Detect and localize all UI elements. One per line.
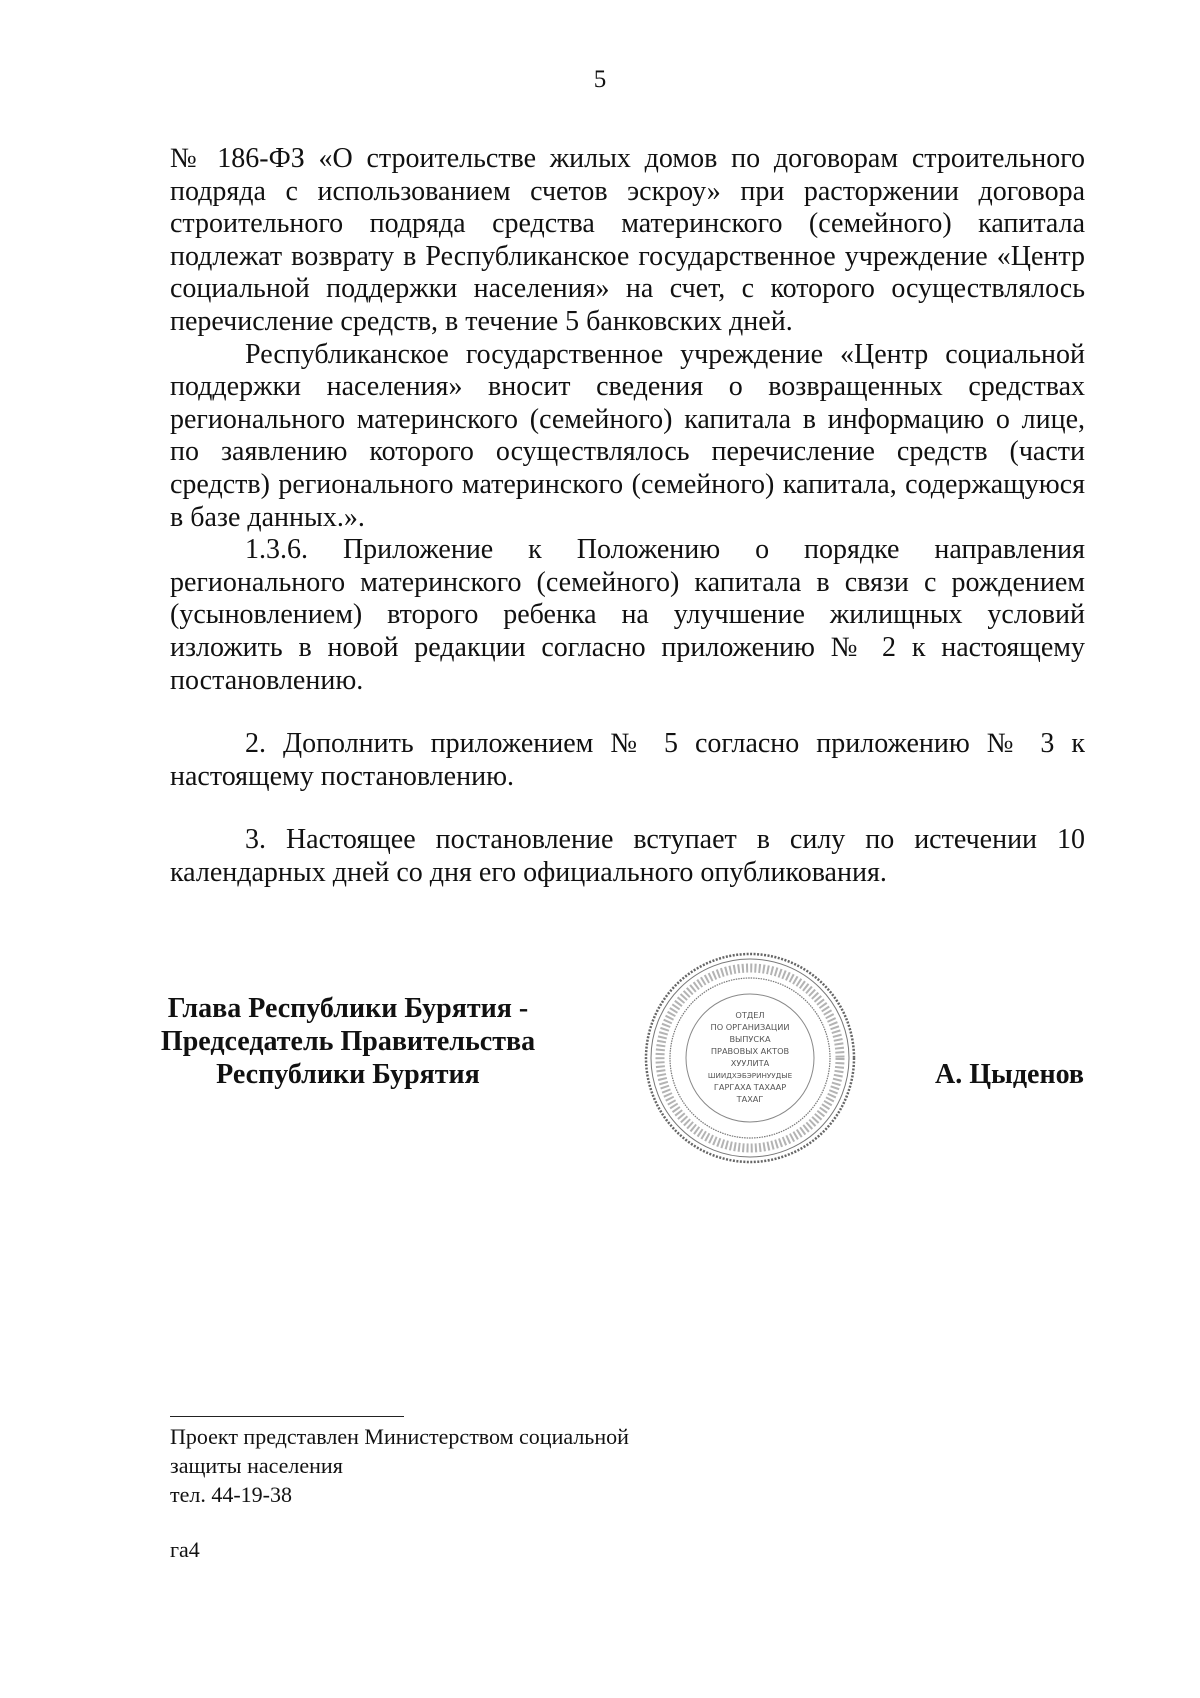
signatory-name: А. Цыденов [934,1059,1084,1090]
footnote-line: тел. 44-19-38 [170,1482,293,1507]
page-number: 5 [593,66,607,93]
paragraph-1-3-6: 1.3.6. Приложение к Положению о порядке направления регионального материнского (семейного) капитала в связи с рождением (усыновлением) второго ребенка на улучшение жилищных условий изложить в новой редакции согласно приложению № 2 к настоящему постановлению. [170,534,1085,696]
signatory-title-line: Председатель Правительства [160,1026,536,1057]
footnote-line: Проект представлен Министерством социальной [170,1424,629,1449]
paragraph-continuation: № 186-ФЗ «О строительстве жилых домов по договорам строительного подряда с использованием счетов эскроу» при расторжении договора строительного подряда средства материнского (семейного) капитала подлежат возврату в Республиканское государственное учреждение «Центр социальной поддержки населения» на счет, с которого осуществлялось перечисление средств, в течение 5 банковских дней. [170,143,1085,337]
signatory-title-line: Республики Бурятия [216,1059,480,1090]
stamp-center-line: ГАРГАХА ТАХААР [713,1082,787,1092]
paragraph-2: 2. Дополнить приложением № 5 согласно приложению № 3 к настоящему постановлению. [170,728,1085,792]
stamp-center-line: ВЫПУСКА [729,1034,771,1044]
paragraph-return-info: Республиканское государственное учреждение «Центр социальной поддержки населения» вносит сведения о возвращенных средствах регионального материнского (семейного) капитала в информацию о лице, по заявлению которого осуществлялось перечисление средств (части средств) регионального материнского (семейного) капитала, содержащуюся в базе данных.». [170,338,1085,533]
footnote-line: защиты населения [170,1453,343,1478]
author-code: га4 [170,1537,200,1562]
signatory-title [148,992,548,1091]
stamp-center-line: ТАХАГ [736,1094,764,1104]
stamp-center-line: ПРАВОВЫХ АКТОВ [710,1046,790,1056]
official-seal-stamp [640,948,860,1168]
footnote [170,1422,629,1509]
document-body [170,143,1085,889]
stamp-center-line: ШИИДХЭБЭРИНУУДЫЕ [707,1071,793,1080]
signatory-title-line: Глава Республики Бурятия - [167,993,529,1024]
stamp-center-line: ОТДЕЛ [735,1010,765,1020]
stamp-center-line: ХУУЛИТА [730,1058,770,1068]
paragraph-3: 3. Настоящее постановление вступает в силу по истечении 10 календарных дней со дня его официального опубликования. [170,824,1085,888]
stamp-center-line: ПО ОРГАНИЗАЦИИ [710,1022,790,1032]
footnote-divider [170,1416,404,1417]
